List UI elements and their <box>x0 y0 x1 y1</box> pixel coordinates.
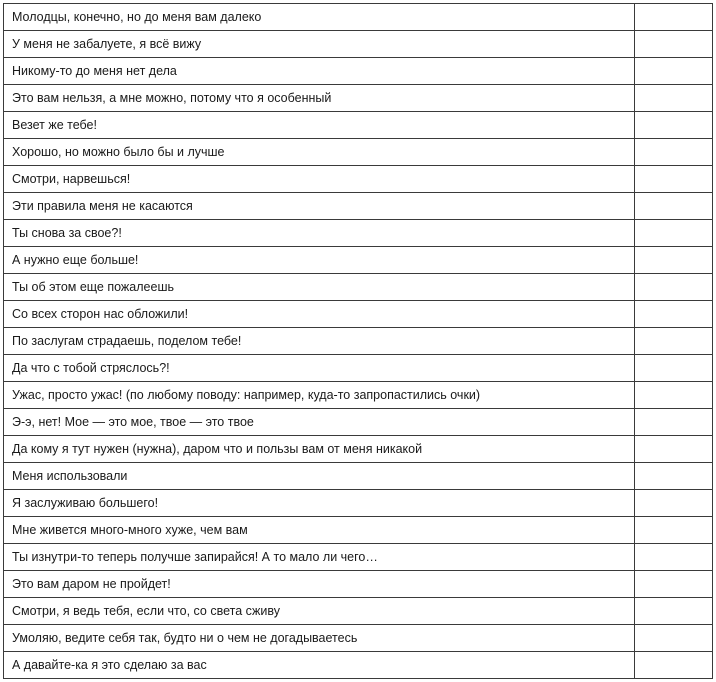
answer-cell[interactable] <box>635 490 713 517</box>
phrase-cell: Я заслуживаю большего! <box>4 490 635 517</box>
phrase-cell: Ужас, просто ужас! (по любому поводу: например, куда-то запропастились очки) <box>4 382 635 409</box>
table-row <box>4 436 713 463</box>
phrase-cell: Ты об этом еще пожалеешь <box>4 274 635 301</box>
answer-cell[interactable] <box>635 274 713 301</box>
phrase-cell: По заслугам страдаешь, поделом тебе! <box>4 328 635 355</box>
answer-cell[interactable] <box>635 328 713 355</box>
phrase-cell: Ты изнутри-то теперь получше запирайся! А то мало ли чего… <box>4 544 635 571</box>
table-row <box>4 490 713 517</box>
table-row <box>4 274 713 301</box>
answer-cell[interactable] <box>635 382 713 409</box>
answer-cell[interactable] <box>635 652 713 679</box>
table-row <box>4 85 713 112</box>
phrase-cell: Везет же тебе! <box>4 112 635 139</box>
table-row <box>4 166 713 193</box>
answer-cell[interactable] <box>635 598 713 625</box>
table-row <box>4 4 713 31</box>
table-row <box>4 652 713 679</box>
phrase-cell: Смотри, я ведь тебя, если что, со света сживу <box>4 598 635 625</box>
answer-cell[interactable] <box>635 544 713 571</box>
answer-cell[interactable] <box>635 625 713 652</box>
answer-cell[interactable] <box>635 409 713 436</box>
phrase-cell: Ты снова за свое?! <box>4 220 635 247</box>
answer-cell[interactable] <box>635 463 713 490</box>
answer-cell[interactable] <box>635 58 713 85</box>
phrase-cell: Со всех сторон нас обложили! <box>4 301 635 328</box>
table-row <box>4 58 713 85</box>
table-row <box>4 220 713 247</box>
phrase-cell: У меня не забалуете, я всё вижу <box>4 31 635 58</box>
phrase-cell: Смотри, нарвешься! <box>4 166 635 193</box>
table-row <box>4 247 713 274</box>
answer-cell[interactable] <box>635 193 713 220</box>
answer-cell[interactable] <box>635 139 713 166</box>
phrase-cell: Умоляю, ведите себя так, будто ни о чем не догадываетесь <box>4 625 635 652</box>
phrase-cell: Мне живется много-много хуже, чем вам <box>4 517 635 544</box>
table-row <box>4 112 713 139</box>
table-row <box>4 355 713 382</box>
phrase-cell: А нужно еще больше! <box>4 247 635 274</box>
table-row <box>4 193 713 220</box>
answer-cell[interactable] <box>635 517 713 544</box>
table-row <box>4 571 713 598</box>
table-row <box>4 139 713 166</box>
answer-cell[interactable] <box>635 220 713 247</box>
answer-cell[interactable] <box>635 85 713 112</box>
phrase-cell: Никому-то до меня нет дела <box>4 58 635 85</box>
table-row <box>4 598 713 625</box>
phrase-cell: А давайте-ка я это сделаю за вас <box>4 652 635 679</box>
phrase-cell: Э-э, нет! Мое — это мое, твое — это твое <box>4 409 635 436</box>
answer-cell[interactable] <box>635 166 713 193</box>
phrase-cell: Это вам даром не пройдет! <box>4 571 635 598</box>
table-row <box>4 625 713 652</box>
answer-cell[interactable] <box>635 247 713 274</box>
table-row <box>4 301 713 328</box>
phrase-cell: Хорошо, но можно было бы и лучше <box>4 139 635 166</box>
table-row <box>4 544 713 571</box>
answer-cell[interactable] <box>635 31 713 58</box>
phrase-cell: Меня использовали <box>4 463 635 490</box>
phrase-table-body <box>4 4 713 679</box>
phrase-cell: Эти правила меня не касаются <box>4 193 635 220</box>
phrase-cell: Молодцы, конечно, но до меня вам далеко <box>4 4 635 31</box>
table-row <box>4 517 713 544</box>
table-row <box>4 409 713 436</box>
table-row <box>4 328 713 355</box>
answer-cell[interactable] <box>635 4 713 31</box>
table-row <box>4 31 713 58</box>
table-row <box>4 382 713 409</box>
phrase-cell: Да кому я тут нужен (нужна), даром что и пользы вам от меня никакой <box>4 436 635 463</box>
table-row <box>4 463 713 490</box>
answer-cell[interactable] <box>635 436 713 463</box>
answer-cell[interactable] <box>635 112 713 139</box>
answer-cell[interactable] <box>635 571 713 598</box>
answer-cell[interactable] <box>635 355 713 382</box>
phrase-worksheet <box>3 3 712 679</box>
phrase-cell: Это вам нельзя, а мне можно, потому что я особенный <box>4 85 635 112</box>
phrase-cell: Да что с тобой стряслось?! <box>4 355 635 382</box>
phrase-table <box>3 3 713 679</box>
answer-cell[interactable] <box>635 301 713 328</box>
